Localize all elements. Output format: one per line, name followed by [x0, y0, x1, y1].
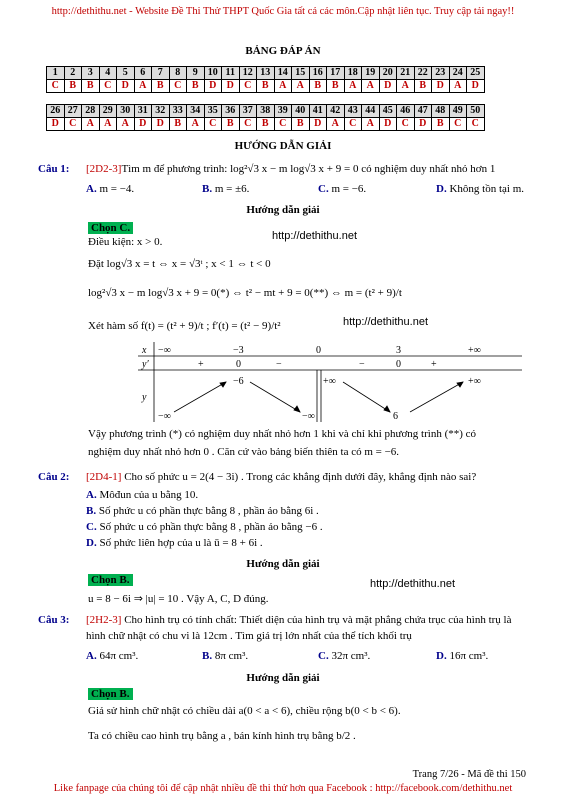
vt-x-3: 3 — [396, 345, 401, 356]
answer-number-18: 44 — [362, 105, 380, 118]
answer-letter-5: D — [134, 118, 152, 131]
answer-number-16: 17 — [327, 67, 345, 80]
q2-option-d: D. Số phức liên hợp của u là ū = 8 + 6i . — [86, 537, 263, 549]
q3-solution-1: Giả sử hình chữ nhật có chiều dài a(0 < a < 6), chiều rộng b(0 < b < 6). — [88, 705, 401, 717]
answer-number-3: 29 — [99, 105, 117, 118]
answer-letter-18: A — [362, 118, 380, 131]
answer-number-22: 23 — [432, 67, 450, 80]
answer-number-6: 7 — [152, 67, 170, 80]
answer-number-19: 20 — [379, 67, 397, 80]
vt-yp-5: + — [431, 359, 437, 370]
vt-y-mid-right: +∞ — [323, 376, 336, 387]
answer-letter-19: D — [379, 118, 397, 131]
vt-x-4: +∞ — [468, 345, 481, 356]
q1-guide-title: Hướng dẫn giải — [246, 204, 320, 216]
answer-letter-21: B — [414, 80, 432, 93]
answer-number-22: 48 — [432, 105, 450, 118]
vt-yp-4: 0 — [396, 359, 401, 370]
q1-url-2[interactable]: http://dethithu.net — [343, 316, 429, 328]
answer-letter-10: B — [222, 118, 240, 131]
answer-number-13: 39 — [274, 105, 292, 118]
answer-number-19: 45 — [379, 105, 397, 118]
answer-letter-14: A — [292, 80, 310, 93]
answer-number-5: 31 — [134, 105, 152, 118]
answer-number-10: 36 — [222, 105, 240, 118]
answer-letter-7: B — [169, 118, 187, 131]
q1-label: Câu 1: — [38, 163, 70, 175]
answer-number-24: 50 — [467, 105, 485, 118]
q3-solution-2: Ta có chiều cao hình trụ bằng a , bán kính hình trụ bằng b/2 . — [88, 730, 356, 742]
q2-solution: u = 8 − 6i ⇒ |u| = 10 . Vậy A, C, D đúng. — [88, 593, 269, 605]
vt-y-min: 6 — [393, 411, 398, 422]
answer-letter-4: D — [117, 80, 135, 93]
answer-number-12: 38 — [257, 105, 275, 118]
answer-number-10: 11 — [222, 67, 240, 80]
vt-y-max: −6 — [233, 376, 244, 387]
answer-letter-15: D — [309, 118, 327, 131]
q2-label: Câu 2: — [38, 471, 70, 483]
answer-letter-20: C — [397, 118, 415, 131]
vt-yp-0: + — [198, 359, 204, 370]
q2-choice: Chọn B. — [88, 574, 133, 586]
answer-number-14: 40 — [292, 105, 310, 118]
answer-letter-8: A — [187, 118, 205, 131]
vt-y-mid-left: −∞ — [302, 411, 315, 422]
answer-number-8: 34 — [187, 105, 205, 118]
answer-number-11: 37 — [239, 105, 257, 118]
answer-number-20: 46 — [397, 105, 415, 118]
answer-number-17: 43 — [344, 105, 362, 118]
answer-letter-22: B — [432, 118, 450, 131]
q1-tag: [2D2-3] — [86, 163, 122, 175]
q2-option-b: B. Số phức u có phần thực bằng 8 , phần ảo bằng 6i . — [86, 505, 319, 517]
answer-table-1 — [46, 66, 485, 93]
answer-letter-16: A — [327, 118, 345, 131]
answer-letter-17: A — [344, 80, 362, 93]
vt-yp-3: − — [359, 359, 365, 370]
answer-letter-9: D — [204, 80, 222, 93]
answer-letter-14: B — [292, 118, 310, 131]
answer-letter-20: A — [397, 80, 415, 93]
answer-letter-1: C — [64, 118, 82, 131]
answer-letter-4: A — [117, 118, 135, 131]
answer-letter-19: D — [379, 80, 397, 93]
answer-letter-7: C — [169, 80, 187, 93]
answer-letter-15: B — [309, 80, 327, 93]
answer-letter-21: D — [414, 118, 432, 131]
answer-letter-24: C — [467, 118, 485, 131]
answer-number-8: 9 — [187, 67, 205, 80]
answer-number-7: 8 — [169, 67, 187, 80]
answer-number-1: 27 — [64, 105, 82, 118]
answer-letter-12: B — [257, 80, 275, 93]
q2-stem: [2D4-1] Cho số phức u = 2(4 − 3i) . Trong các khẳng định dưới đây, khẳng định nào sai? — [86, 471, 477, 483]
page-number: Trang 7/26 - Mã đề thi 150 — [412, 769, 526, 780]
answer-number-3: 4 — [99, 67, 117, 80]
answer-number-20: 21 — [397, 67, 415, 80]
q3-label: Câu 3: — [38, 614, 70, 626]
answer-letter-13: C — [274, 118, 292, 131]
q2-option-c: C. Số phức u có phần thực bằng 8 , phần ảo bằng −6 . — [86, 521, 323, 533]
answer-number-15: 16 — [309, 67, 327, 80]
q1-choice: Chọn C. — [88, 222, 133, 234]
answer-number-1: 2 — [64, 67, 82, 80]
answer-number-0: 1 — [47, 67, 65, 80]
answer-letter-6: B — [152, 80, 170, 93]
q3-stem-1: [2H2-3] Cho hình trụ có tính chất: Thiết diện của hình trụ và mặt phẳng chứa trục của hình trụ là — [86, 614, 512, 626]
q1-stem — [86, 163, 546, 175]
answer-letter-3: A — [99, 118, 117, 131]
answer-number-2: 28 — [82, 105, 100, 118]
answer-number-6: 32 — [152, 105, 170, 118]
q3-choice: Chọn B. — [88, 688, 133, 700]
answer-table-2 — [46, 104, 485, 131]
answer-letter-2: A — [82, 118, 100, 131]
answer-number-21: 47 — [414, 105, 432, 118]
answer-key-title: BẢNG ĐÁP ÁN — [245, 45, 321, 57]
answer-letter-5: A — [134, 80, 152, 93]
q1-condition: Điều kiện: x > 0. — [88, 236, 163, 248]
answer-number-9: 35 — [204, 105, 222, 118]
answer-number-9: 10 — [204, 67, 222, 80]
answer-letter-10: D — [222, 80, 240, 93]
q1-substitution: Đặt log√3 x = t ⇔ x = √3ᵗ ; x < 1 ⇔ t < 0 — [88, 258, 271, 270]
answer-number-5: 6 — [134, 67, 152, 80]
answer-number-0: 26 — [47, 105, 65, 118]
q3-stem-2: hình chữ nhật có chu vi là 12cm . Tìm giá trị lớn nhất của thể tích khối trụ — [86, 630, 412, 642]
answer-letter-22: D — [432, 80, 450, 93]
q1-conclusion-1: Vậy phương trình (*) có nghiệm duy nhất nhỏ hơn 1 khi và chỉ khi phương trình (**) có — [88, 428, 477, 440]
answer-number-23: 49 — [449, 105, 467, 118]
header-banner: http://dethithu.net - Website Đề Thi Thử THPT Quốc Gia tất cả các môn.Cập nhật liên tục. Truy cập tải ngay!! — [51, 6, 515, 17]
vt-yp-label: y′ — [142, 359, 149, 370]
vt-y-label: y — [142, 392, 147, 403]
vt-yp-1: 0 — [236, 359, 241, 370]
vt-x-2: 0 — [316, 345, 321, 356]
answer-letter-1: B — [64, 80, 82, 93]
answer-number-2: 3 — [82, 67, 100, 80]
answer-letter-16: B — [327, 80, 345, 93]
q1-transform: log²√3 x − m log√3 x + 9 = 0(*) ⇔ t² − mt + 9 = 0(**) ⇔ m = (t² + 9)/t — [88, 287, 402, 299]
answer-number-16: 42 — [327, 105, 345, 118]
answer-number-12: 13 — [257, 67, 275, 80]
vt-yp-2: − — [276, 359, 282, 370]
answer-number-21: 22 — [414, 67, 432, 80]
answer-letter-3: C — [99, 80, 117, 93]
q1-function: Xét hàm số f(t) = (t² + 9)/t ; f′(t) = (t² − 9)/t² — [88, 320, 281, 332]
vt-x-1: −3 — [233, 345, 244, 356]
vt-y-left: −∞ — [158, 411, 171, 422]
answer-number-4: 30 — [117, 105, 135, 118]
answer-number-23: 24 — [449, 67, 467, 80]
q3-guide-title: Hướng dẫn giải — [246, 672, 320, 684]
answer-letter-6: D — [152, 118, 170, 131]
q1-conclusion-2: nghiệm duy nhất nhỏ hơn 0 . Căn cứ vào bảng biến thiên ta có m = −6. — [88, 446, 400, 458]
answer-number-17: 18 — [344, 67, 362, 80]
answer-letter-12: B — [257, 118, 275, 131]
answer-letter-0: C — [47, 80, 65, 93]
vt-x-0: −∞ — [158, 345, 171, 356]
answer-letter-8: B — [187, 80, 205, 93]
answer-letter-11: C — [239, 80, 257, 93]
q2-option-a: A. Môđun của u bằng 10. — [86, 489, 199, 501]
solution-title: HƯỚNG DẪN GIẢI — [234, 140, 332, 152]
footer-link[interactable]: Like fanpage của chúng tôi để cập nhật nhiều đề thi thử hơn qua Facebook : http://facebook.com/dethithu.net — [53, 783, 513, 794]
q1-stem-text: Tìm m để phương trình: log²√3 x − m log√3 x + 9 = 0 có nghiệm duy nhất nhỏ hơn 1 — [121, 163, 496, 175]
answer-letter-23: A — [449, 80, 467, 93]
answer-letter-18: A — [362, 80, 380, 93]
answer-number-15: 41 — [309, 105, 327, 118]
vt-x-label: x — [142, 345, 147, 356]
answer-number-24: 25 — [467, 67, 485, 80]
q2-guide-title: Hướng dẫn giải — [246, 558, 320, 570]
answer-number-7: 33 — [169, 105, 187, 118]
answer-letter-0: D — [47, 118, 65, 131]
variation-table — [138, 342, 522, 422]
answer-letter-17: C — [344, 118, 362, 131]
answer-letter-2: B — [82, 80, 100, 93]
answer-letter-24: D — [467, 80, 485, 93]
answer-number-4: 5 — [117, 67, 135, 80]
answer-number-14: 15 — [292, 67, 310, 80]
q2-url[interactable]: http://dethithu.net — [370, 578, 456, 590]
answer-number-11: 12 — [239, 67, 257, 80]
answer-number-13: 14 — [274, 67, 292, 80]
answer-number-18: 19 — [362, 67, 380, 80]
q1-url[interactable]: http://dethithu.net — [272, 230, 358, 242]
answer-letter-9: C — [204, 118, 222, 131]
answer-letter-13: A — [274, 80, 292, 93]
answer-letter-23: C — [449, 118, 467, 131]
vt-y-right: +∞ — [468, 376, 481, 387]
answer-letter-11: C — [239, 118, 257, 131]
